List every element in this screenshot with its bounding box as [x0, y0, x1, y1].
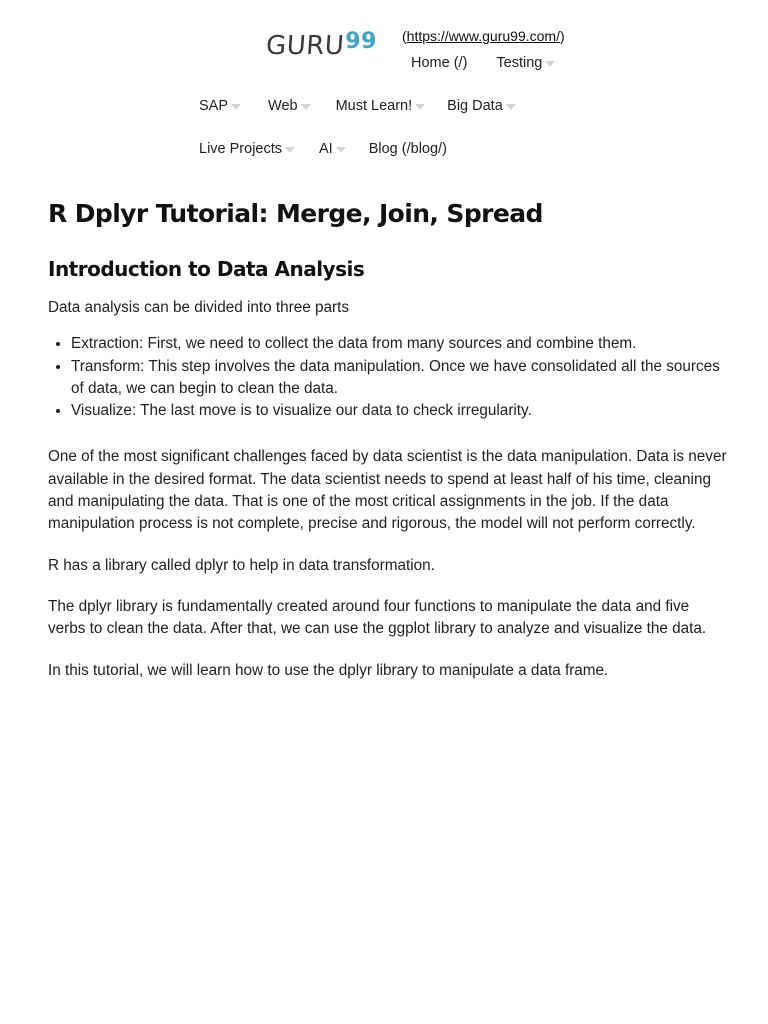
guru99-logo[interactable]	[266, 26, 377, 62]
list-item: • Extraction: First, we need to collect the data from many sources and combine them.	[71, 333, 728, 355]
logo-text: GURU	[264, 31, 346, 61]
paragraph-challenges: One of the most significant challenges faced by data scientist is the data manipulation. Data is never available in the desired format. The data scientist needs to spend at least half of his time, cleaning and manipulating the data. That is one of the most critical assignments in the job. If the data manipulation process is not complete, precise and rigorous, the model will not perform correctly.	[48, 448, 727, 533]
chevron-down-icon	[231, 104, 241, 110]
nav-item-blog[interactable]	[369, 140, 447, 158]
nav-item-live-projects[interactable]	[199, 140, 295, 158]
site-url-text[interactable]: https://www.guru99.com/	[406, 28, 560, 44]
section-heading: Introduction to Data Analysis	[48, 257, 365, 281]
paragraph-tutorial-goal: In this tutorial, we will learn how to use the dplyr library to manipulate a data frame.	[48, 661, 609, 679]
list-item: • Visualize: The last move is to visualize our data to check irregularity.	[71, 400, 728, 422]
nav-item-testing[interactable]	[496, 54, 555, 72]
nav-item-ai[interactable]	[319, 140, 346, 158]
list-item: • Transform: This step involves the data manipulation. Once we have consolidated all the sources of data, we can begin to clean the data.	[71, 356, 728, 401]
nav-item-big-data[interactable]	[447, 97, 516, 115]
site-url-link[interactable]	[402, 27, 565, 45]
article	[48, 196, 728, 682]
nav-item-label: Big Data	[447, 98, 503, 114]
logo-number: 99	[345, 29, 377, 54]
chevron-down-icon	[285, 147, 295, 153]
intro-paragraph: Data analysis can be divided into three parts	[48, 299, 350, 316]
paragraph-dplyr-intro: R has a library called dplyr to help in data transformation.	[48, 556, 435, 574]
nav-item-sap[interactable]	[199, 97, 241, 115]
chevron-down-icon	[545, 61, 555, 67]
chevron-down-icon	[506, 104, 516, 110]
nav-item-label: Testing	[496, 55, 543, 71]
nav-secondary	[199, 97, 516, 115]
nav-item-label: Web	[268, 98, 298, 114]
paragraph-dplyr-functions: The dplyr library is fundamentally created around four functions to manipulate the data and five verbs to clean the data. After that, we can use the ggplot library to analyze and visualize the data.	[48, 597, 707, 638]
nav-primary	[411, 54, 555, 72]
nav-item-must-learn[interactable]	[336, 97, 426, 115]
site-url-close-paren: )	[559, 28, 565, 44]
nav-item-label: Blog (/blog/)	[368, 141, 447, 157]
bullet-list	[48, 333, 728, 422]
nav-item-label: Home (/)	[411, 55, 468, 71]
nav-item-home[interactable]	[411, 54, 467, 72]
chevron-down-icon	[415, 104, 425, 110]
page-title: R Dplyr Tutorial: Merge, Join, Spread	[48, 199, 543, 228]
nav-item-label: SAP	[199, 98, 229, 114]
chevron-down-icon	[301, 104, 311, 110]
nav-item-web[interactable]	[268, 97, 311, 115]
chevron-down-icon	[336, 147, 346, 153]
site-url-open-paren: (	[402, 28, 407, 44]
nav-item-label: Must Learn!	[335, 98, 413, 114]
nav-item-label: Live Projects	[199, 141, 283, 157]
nav-item-label: AI	[319, 141, 333, 157]
nav-tertiary	[199, 140, 447, 158]
